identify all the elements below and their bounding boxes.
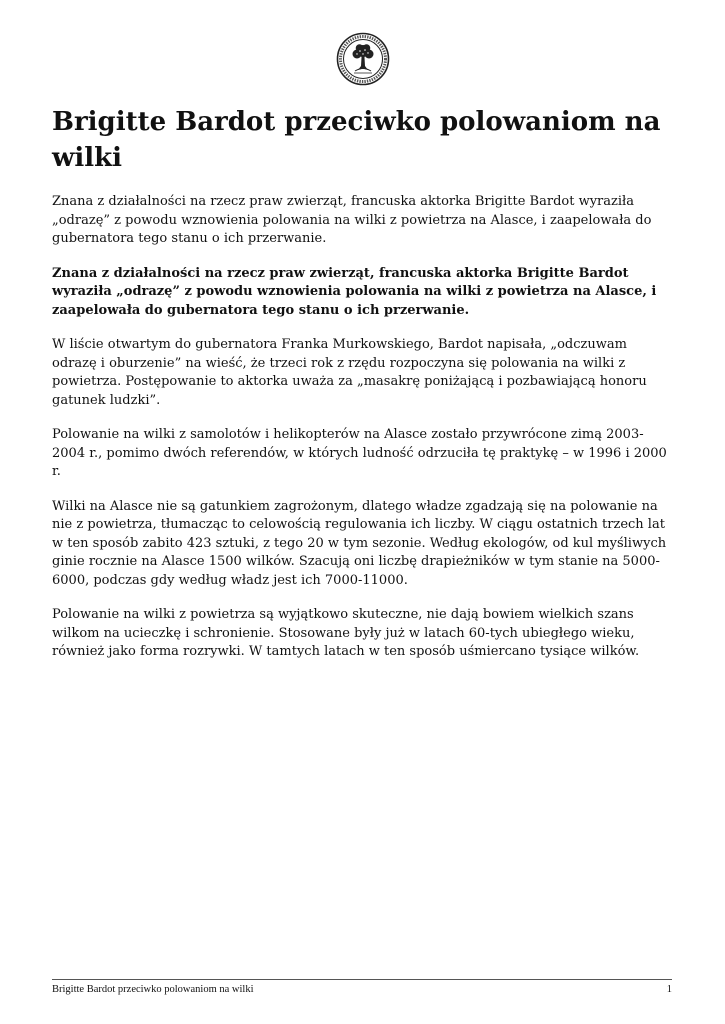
footer-divider [52,979,672,980]
tree-seal-logo-icon [336,32,390,86]
page-number: 1 [666,984,672,995]
footer-title: Brigitte Bardot przeciwko polowaniom na wilki [52,984,254,995]
page-title: Brigitte Bardot przeciwko polowaniom na wilki [52,107,661,173]
article-body [52,193,672,678]
article-paragraph: Wilki na Alasce nie są gatunkiem zagrożonym, dlatego władze zgadzają się na polowanie na nie z powietrza, tłumacząc to celowością regulowania ich liczby. W ciągu ostatnich trzech lat w ten sposób zabito 423 sztuki, z tego 20 w tym sezonie. Według ekologów, od kul myśliwych ginie rocznie na Alasce 1500 wilków. Szacują oni liczbę drapieżników w tym stanie na 5000-6000, podczas gdy według władz jest ich 7000-11000. [52,498,667,588]
article-intro-paragraph: Znana z działalności na rzecz praw zwierząt, francuska aktorka Brigitte Bardot wyraziła „odrazę” z powodu wznowienia polowania na wilki z powietrza na Alasce, i zaapelowała do gubernatora tego stanu o ich przerwanie. [52,194,652,246]
article-paragraph: Polowanie na wilki z powietrza są wyjątkowo skuteczne, nie dają bowiem wielkich szans wilkom na ucieczkę i schronienie. Stosowane były już w latach 60-tych ubiegłego wieku, również jako forma rozrywki. W tamtych latach w ten sposób uśmiercano tysiące wilków. [52,607,640,659]
article-paragraph: W liście otwartym do gubernatora Franka Murkowskiego, Bardot napisała, „odczuwam odrazę i oburzenie” na wieść, że trzeci rok z rzędu rozpoczyna się polowania na wilki z powietrza. Postępowanie to aktorka uważa za „masakrę poniżającą i pozbawiającą honoru gatunek ludzki”. [52,337,647,408]
article-lead-paragraph: Znana z działalności na rzecz praw zwierząt, francuska aktorka Brigitte Bardot wyraziła „odrazę” z powodu wznowienia polowania na wilki z powietrza na Alasce, i zaapelowała do gubernatora tego stanu o ich przerwanie. [52,265,657,318]
article-paragraph: Polowanie na wilki z samolotów i helikopterów na Alasce zostało przywrócone zimą 2003-2004 r., pomimo dwóch referendów, w których ludność odrzuciła tę praktykę – w 1996 i 2000 r. [52,427,667,479]
